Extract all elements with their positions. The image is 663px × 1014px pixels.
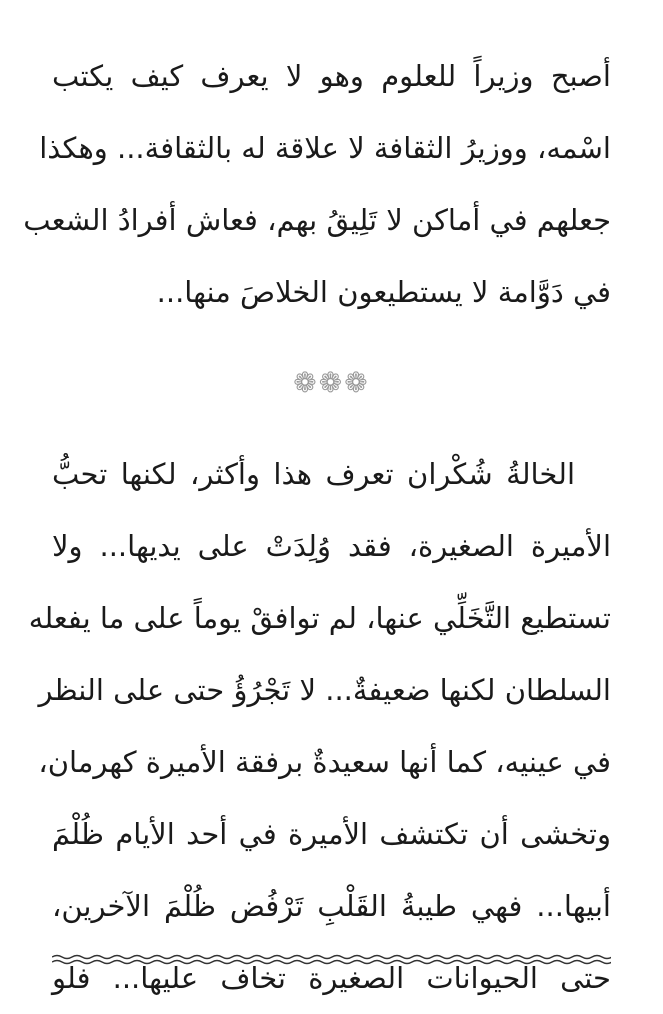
book-page	[23, 40, 611, 1014]
paragraph-one	[23, 40, 611, 328]
paragraph-one-line-2: اسْمه، ووزيرُ الثقافة لا علاقة له بالثقافة... وهكذا	[39, 131, 611, 165]
paragraph-one-line-3: جعلهم في أماكن لا تَلِيقُ بهم، فعاش أفرادُ الشعب	[23, 203, 611, 237]
paragraph-two-line-6: وتخشى أن تكتشف الأميرة في أحد الأيام ظُلْمَ	[52, 817, 611, 851]
paragraph-two	[28, 438, 611, 1014]
section-separator: ❁❁❁	[293, 366, 370, 399]
paragraph-one-line-4: في دَوَّامة لا يستطيعون الخلاصَ منها...	[156, 275, 611, 309]
paragraph-two-line-3: تستطيع التَّخَلِّي عنها، لم توافقْ يوماً على ما يفعله	[28, 601, 611, 635]
paragraph-two-line-4: السلطان لكنها ضعيفةٌ... لا تَجْرُؤُ حتى على النظر	[38, 673, 611, 707]
paragraph-two-line-8: حتى الحيوانات الصغيرة تخاف عليها... فلو	[52, 961, 611, 995]
paragraph-two-line-5: في عينيه، كما أنها سعيدةٌ برفقة الأميرة كهرمان،	[38, 745, 611, 779]
paragraph-two-line-2: الأميرة الصغيرة، فقد وُلِدَتْ على يديها... ولا	[52, 529, 611, 563]
paragraph-two-line-1: الخالةُ شُكْران تعرف هذا وأكثر، لكنها تحبُّ	[52, 457, 575, 491]
wavy-page-rule	[52, 952, 611, 966]
paragraph-one-line-1: أصبح وزيراً للعلوم وهو لا يعرف كيف يكتب	[52, 59, 611, 93]
paragraph-two-line-7: أبيها... فهي طيبةُ القَلْبِ تَرْفُض ظُلْمَ الآخرين،	[52, 889, 611, 923]
